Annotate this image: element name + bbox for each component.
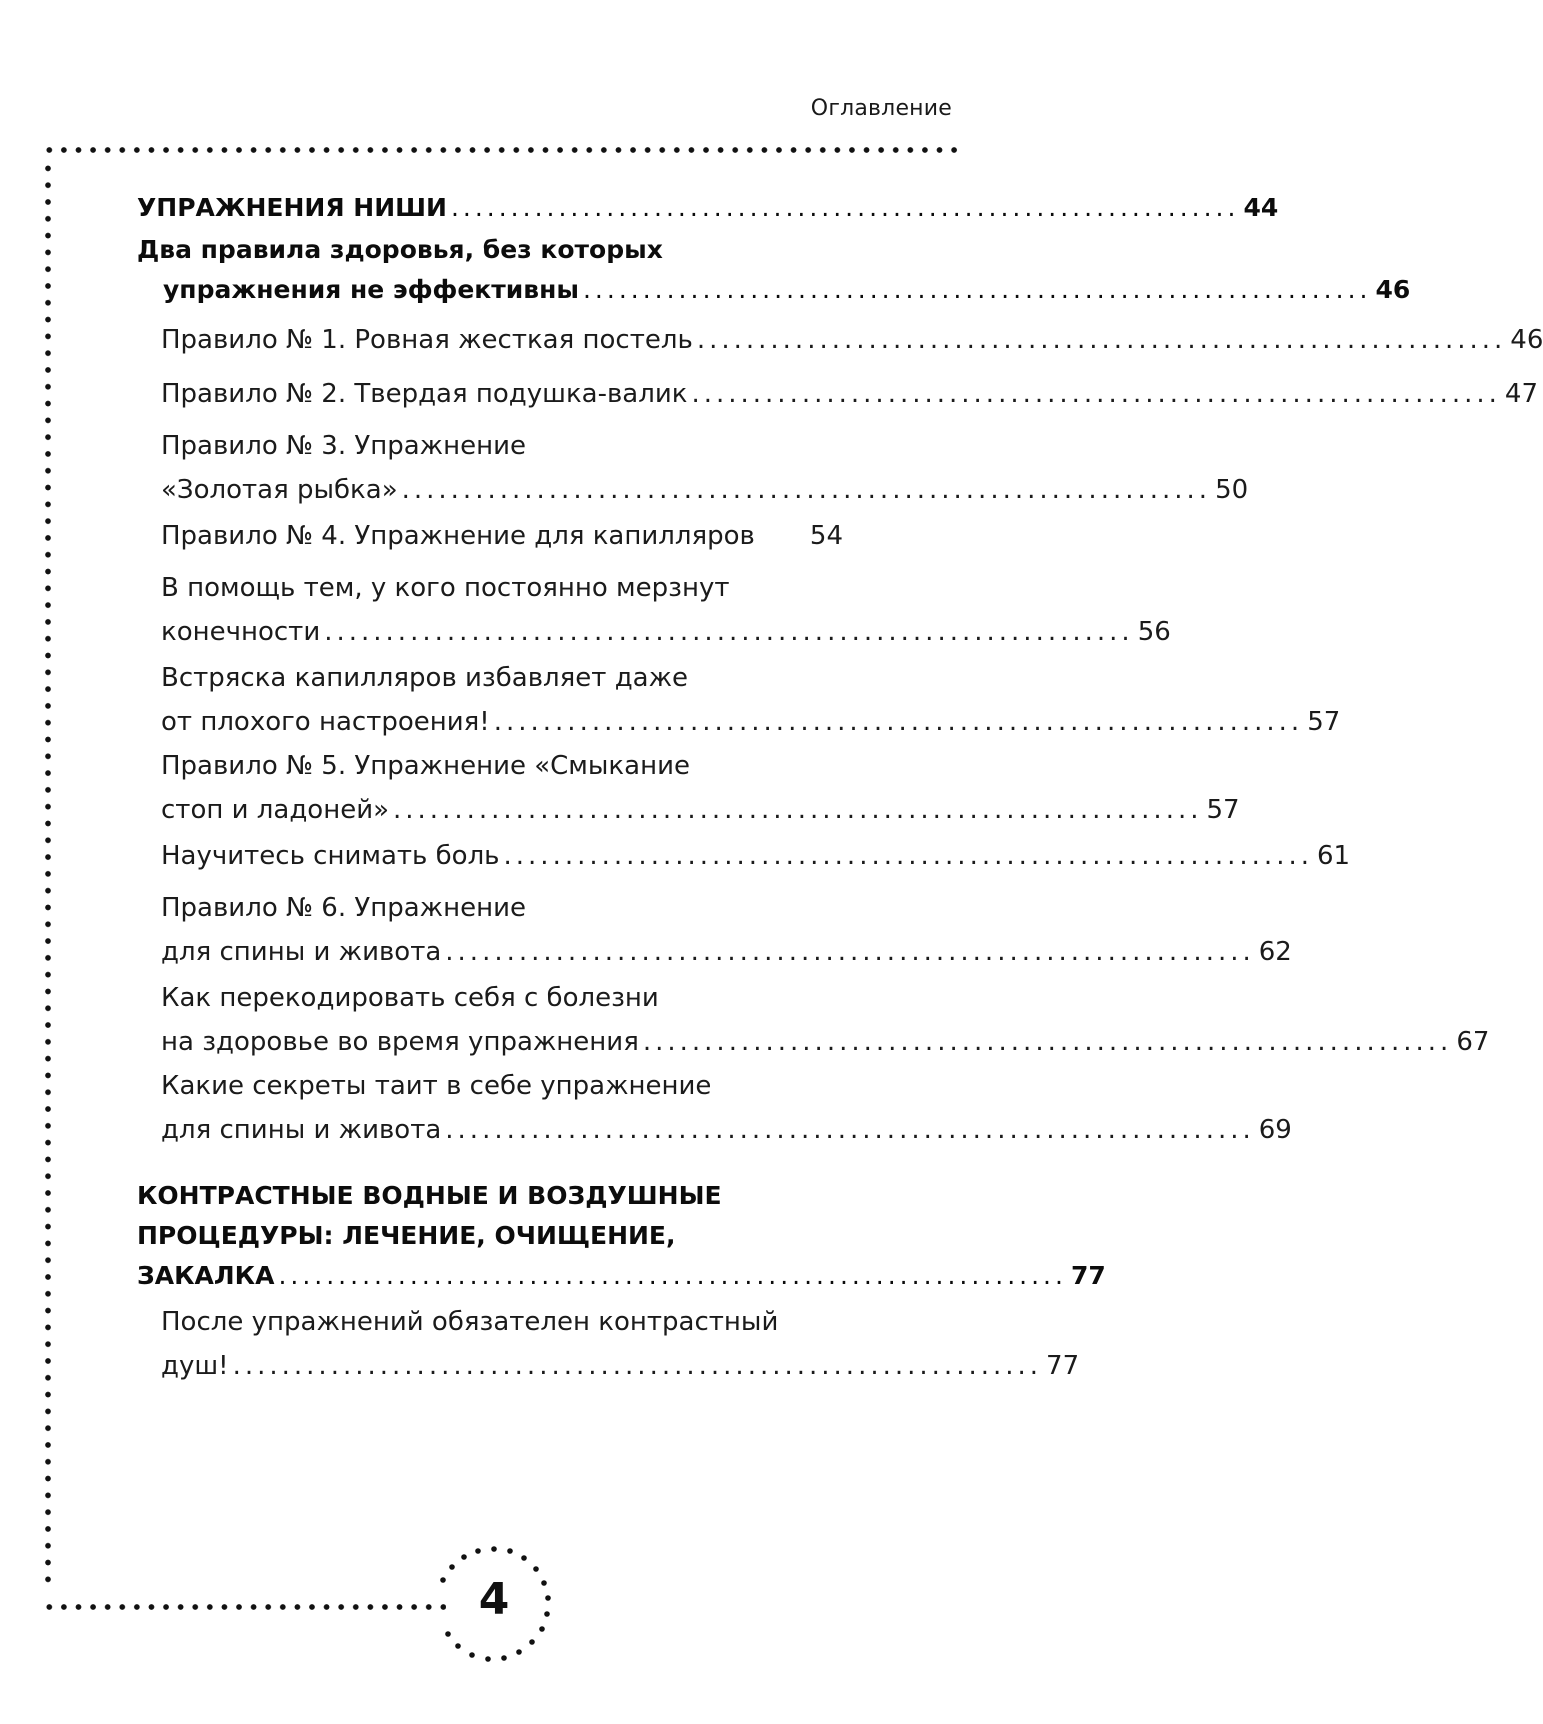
dot-leader: .................................................................. (278, 1261, 1067, 1290)
toc-entry-title: УПРАЖНЕНИЯ НИШИ (137, 193, 447, 222)
toc-entry-title: Правило № 4. Упражнение для капилляров (161, 521, 755, 551)
top-dotted-border (42, 147, 958, 153)
running-header: Оглавление (810, 96, 952, 121)
toc-entry-title: на здоровье во время упражнения (161, 1027, 639, 1057)
dot-leader: .................................................................. (401, 475, 1212, 505)
toc-entry-title: Правило № 1. Ровная жесткая постель (161, 325, 693, 355)
dot-leader: .................................................................. (493, 707, 1304, 737)
dot-leader: .................................................................. (696, 325, 1507, 355)
toc-entry (161, 1064, 1292, 1152)
toc-entry-title: для спины и живота (161, 937, 442, 967)
toc-entry (161, 372, 1539, 416)
toc-entry-section (137, 230, 1411, 310)
toc-entry (161, 656, 1341, 744)
toc-entry-title: стоп и ладоней» (161, 795, 390, 825)
toc-entry-title: Встряска капилляров избавляет даже (161, 663, 689, 693)
toc-page-number: 44 (1243, 193, 1279, 222)
dot-leader: .................................................................. (445, 937, 1255, 967)
toc-entry (161, 318, 1543, 362)
toc-entry-title: После упражнений обязателен контрастный (161, 1307, 779, 1337)
toc-entry (161, 1300, 1080, 1388)
toc-entry (161, 886, 1292, 974)
bottom-dotted-border (42, 1604, 446, 1610)
toc-entry-title: Как перекодировать себя с болезни (161, 983, 659, 1013)
toc-page-number: 56 (1137, 617, 1171, 647)
dot-leader: .................................................................. (445, 1115, 1255, 1145)
dot-leader: .................................................................. (393, 795, 1203, 825)
toc-entry-title: Правило № 2. Твердая подушка-валик (161, 379, 688, 409)
dot-leader: .................................................................. (232, 1351, 1043, 1381)
toc-entry (161, 566, 1171, 654)
toc-entry-title: упражнения не эффективны (163, 275, 579, 304)
page-number: 4 (478, 1574, 510, 1625)
toc-page-number: 61 (1316, 841, 1351, 871)
toc-entry-title: Правило № 3. Упражнение (161, 431, 526, 461)
toc-page-number: 77 (1046, 1351, 1080, 1381)
toc-page-number: 57 (1307, 707, 1341, 737)
toc-page-number: 46 (1375, 275, 1411, 304)
toc-page-number: 69 (1258, 1115, 1292, 1145)
toc-entry-title: Правило № 6. Упражнение (161, 893, 526, 923)
toc-page-number: 46 (1510, 325, 1543, 355)
toc-page-number: 47 (1504, 379, 1539, 409)
toc-entry (161, 514, 843, 558)
toc-page-number: 67 (1456, 1027, 1490, 1057)
toc-entry (161, 424, 1249, 512)
toc-page-number: 77 (1070, 1261, 1106, 1290)
toc-entry-title: КОНТРАСТНЫЕ ВОДНЫЕ И ВОЗДУШНЫЕ (137, 1181, 722, 1210)
toc-entry-title: конечности (161, 617, 321, 647)
toc-entry-title: Какие секреты таит в себе упражнение (161, 1071, 712, 1101)
toc-page-number: 50 (1215, 475, 1249, 505)
toc-entry-title: В помощь тем, у кого постоянно мерзнут (161, 573, 730, 603)
dot-leader: .................................................................. (450, 193, 1240, 222)
toc-entry (161, 976, 1490, 1064)
toc-entry-title: от плохого настроения! (161, 707, 490, 737)
left-dotted-border (45, 160, 51, 1590)
toc-entry-title: душ! (161, 1351, 229, 1381)
toc-entry-title: ПРОЦЕДУРЫ: ЛЕЧЕНИЕ, ОЧИЩЕНИЕ, (137, 1221, 676, 1250)
dot-leader: .................................................................. (582, 275, 1372, 304)
toc-entry-title: Два правила здоровья, без которых (137, 235, 663, 264)
toc-entry-title: «Золотая рыбка» (161, 475, 398, 505)
toc-page-number: 62 (1258, 937, 1292, 967)
toc-entry-section (137, 1176, 1106, 1296)
toc-entry (161, 744, 1240, 832)
dot-leader: .................................................................. (642, 1027, 1453, 1057)
toc-page-number: 54 (809, 521, 843, 551)
dot-leader: .................................................................. (503, 841, 1313, 871)
toc-entry (161, 834, 1351, 878)
toc-entry-title: Правило № 5. Упражнение «Смыкание (161, 751, 690, 781)
dot-leader: .................................................................. (691, 379, 1501, 409)
toc-page-number: 57 (1206, 795, 1240, 825)
toc-entry-title: для спины и живота (161, 1115, 442, 1145)
toc-entry-title: Научитесь снимать боль (161, 841, 500, 871)
toc-entry-section (137, 188, 1279, 228)
toc-entry-title: ЗАКАЛКА (137, 1261, 275, 1290)
dot-leader: .................................................................. (324, 617, 1134, 647)
